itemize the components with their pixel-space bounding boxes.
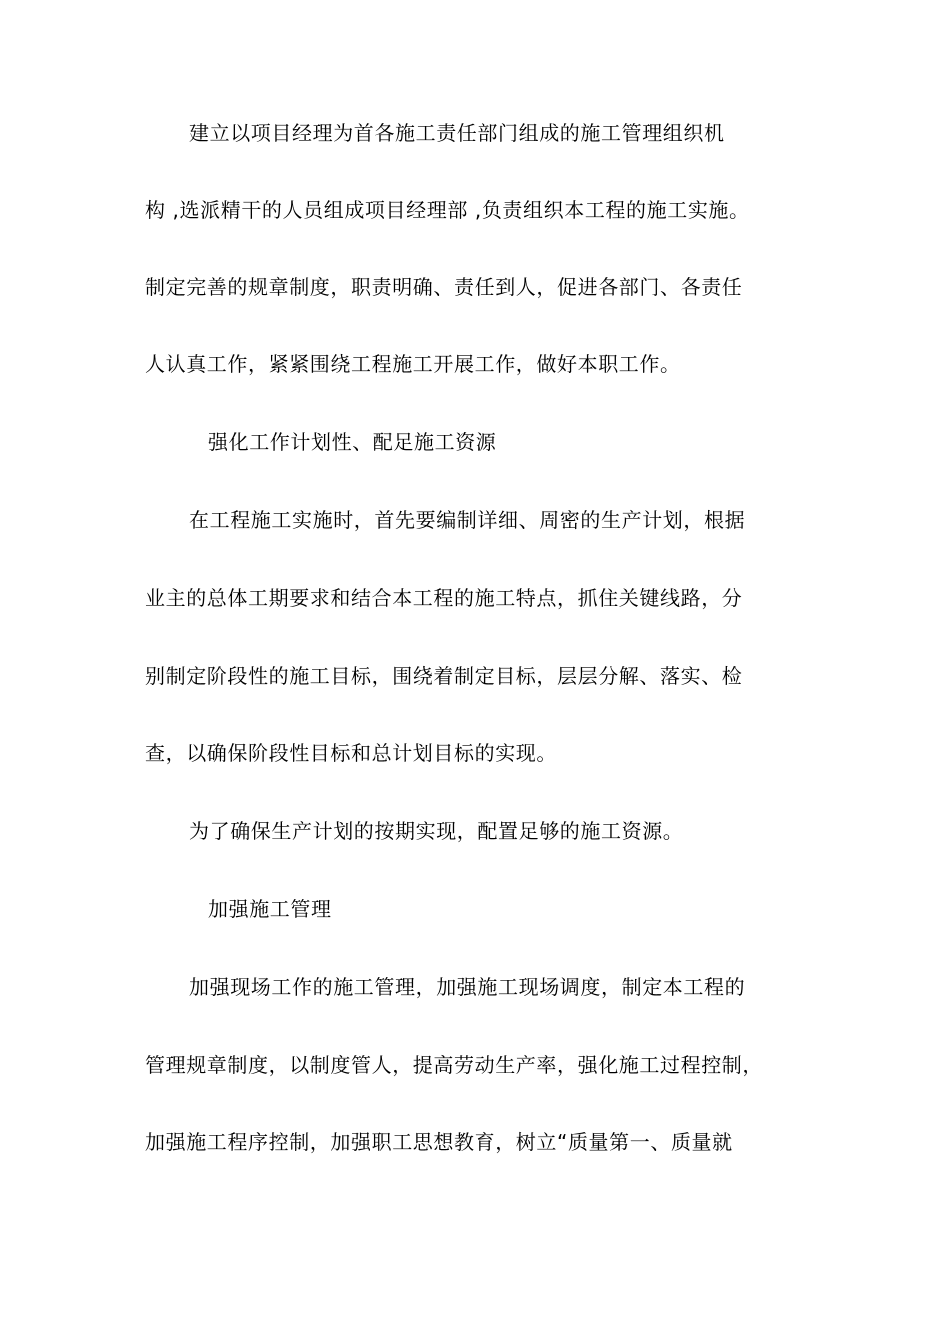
paragraph-line: 加强施工程序控制，加强职工思想教育，树立“质量第一、质量就 (145, 1130, 733, 1154)
paragraph-line: 加强现场工作的施工管理，加强施工现场调度，制定本工程的 (189, 975, 746, 999)
paragraph-line: 在工程施工实施时，首先要编制详细、周密的生产计划，根据 (189, 508, 746, 532)
paragraph-line: 业主的总体工期要求和结合本工程的施工特点，抓住关键线路，分 (145, 586, 743, 610)
paragraph-line: 建立以项目经理为首各施工责任部门组成的施工管理组织机 (189, 121, 725, 145)
paragraph-line: 制定完善的规章制度，职责明确、责任到人，促进各部门、各责任 (145, 275, 743, 299)
section-heading: 强化工作计划性、配足施工资源 (208, 430, 497, 454)
paragraph-line: 别制定阶段性的施工目标，围绕着制定目标，层层分解、落实、检 (145, 664, 743, 688)
paragraph-line: 为了确保生产计划的按期实现，配置足够的施工资源。 (189, 819, 684, 843)
paragraph-line: 查，以确保阶段性目标和总计划目标的实现。 (145, 741, 557, 765)
paragraph-line: 构 ,选派精干的人员组成项目经理部 ,负责组织本工程的施工实施。 (145, 198, 750, 222)
paragraph-line: 管理规章制度，以制度管人，提高劳动生产率，强化施工过程控制， (145, 1053, 763, 1077)
paragraph-line: 人认真工作，紧紧围绕工程施工开展工作，做好本职工作。 (145, 352, 681, 376)
section-heading: 加强施工管理 (208, 897, 332, 921)
